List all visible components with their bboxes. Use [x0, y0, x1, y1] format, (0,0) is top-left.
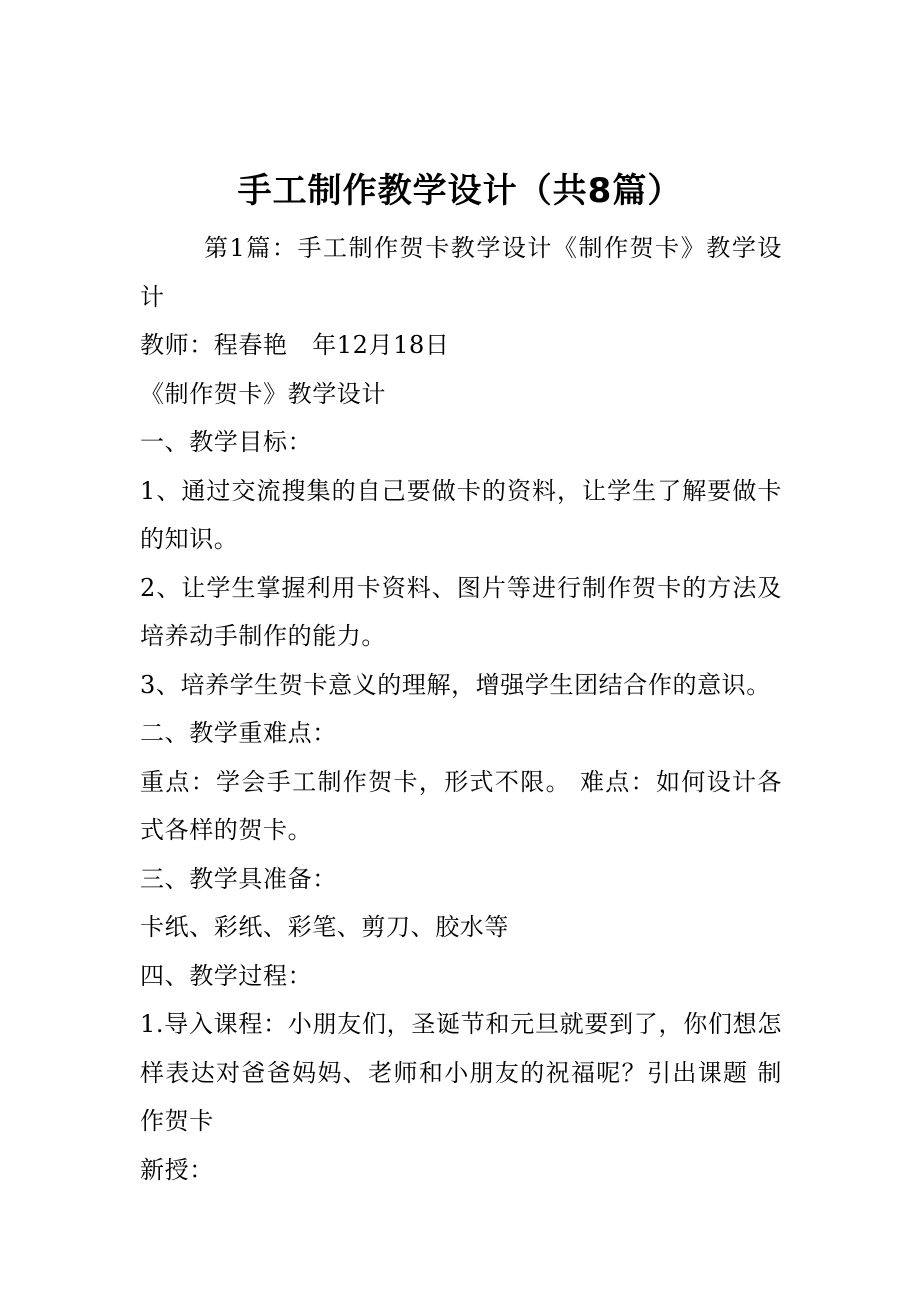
- paragraph-materials: 卡纸、彩纸、彩笔、剪刀、胶水等: [140, 913, 509, 941]
- paragraph-section-heading: 第1篇：手工制作贺卡教学设计《制作贺卡》教学设计: [140, 234, 782, 311]
- paragraph-teacher-date: 教师：程春艳 年12月18日: [140, 331, 450, 359]
- paragraph-process-heading: 四、教学过程：: [140, 961, 313, 990]
- document-title: 手工制作教学设计（共8篇）: [237, 170, 683, 211]
- paragraph-goal-3: 3、培养学生贺卡意义的理解，增强学生团结合作的意识。: [140, 670, 771, 699]
- paragraph-goal-2: 2、让学生掌握利用卡资料、图片等进行制作贺卡的方法及培养动手制作的能力。: [140, 573, 782, 650]
- document-body: [140, 224, 782, 1194]
- paragraph-process-intro: 1.导入课程：小朋友们，圣诞节和元旦就要到了，你们想怎样表达对爸爸妈妈、老师和小朋友的祝福呢？引出课题 制作贺卡: [140, 1010, 782, 1135]
- paragraph-keypoints-heading: 二、教学重难点：: [140, 719, 337, 747]
- paragraph-subtitle: 《制作贺卡》教学设计: [140, 379, 386, 408]
- paragraph-goals-heading: 一、教学目标：: [140, 428, 313, 456]
- paragraph-goal-1: 1、通过交流搜集的自己要做卡的资料，让学生了解要做卡的知识。: [140, 476, 782, 553]
- paragraph-keypoints: 重点：学会手工制作贺卡，形式不限。 难点：如何设计各式各样的贺卡。: [140, 767, 782, 844]
- paragraph-new-lesson: 新授：: [140, 1155, 214, 1184]
- paragraph-materials-heading: 三、教学具准备：: [140, 864, 337, 893]
